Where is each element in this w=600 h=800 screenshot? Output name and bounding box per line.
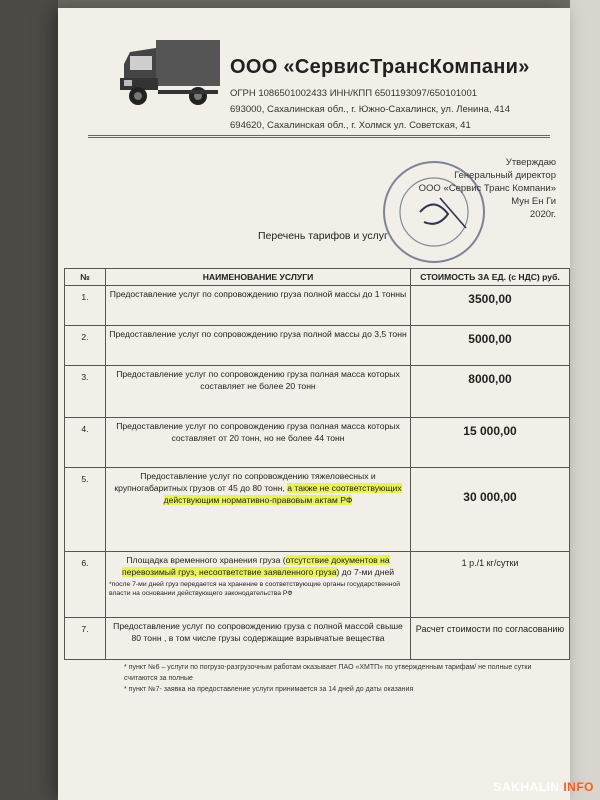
row-number: 4.: [65, 418, 106, 468]
row-service: Предоставление услуг по сопровождению груза полной массы до 3,5 тонн: [106, 326, 411, 366]
table-row: [65, 618, 570, 660]
row-service: Предоставление услуг по сопровождению груза с полной массой свыше 80 тонн , в том числе грузы содержащие взрывчатые вещества: [106, 618, 411, 660]
list-title: Перечень тарифов и услуг: [258, 230, 388, 242]
address-line-1: 693000, Сахалинская обл., г. Южно-Сахалинск, ул. Ленина, 414: [230, 104, 510, 115]
truck-logo-icon: [116, 34, 224, 110]
approval-line-3: ООО «Сервис Транс Компани»: [418, 183, 556, 194]
row-service: Предоставление услуг по сопровождению груза полная масса которых составляет от 20 тонн, но не более 44 тонн: [106, 418, 411, 468]
row-number: 7.: [65, 618, 106, 660]
watermark-part-1: SAKHALIN.: [493, 780, 564, 794]
watermark-part-2: INFO: [563, 780, 594, 794]
header-price: СТОИМОСТЬ ЗА ЕД. (с НДС) руб.: [411, 269, 570, 286]
tariffs-table: [64, 268, 570, 660]
highlighted-text: отсутствие документов на перевозимый груз, несоответствие заявленного груза: [121, 555, 390, 577]
footnotes: [124, 662, 554, 695]
row-price: 5000,00: [411, 326, 570, 366]
row-service: [106, 552, 411, 618]
registration-line: ОГРН 1086501002433 ИНН/КПП 6501193097/650101001: [230, 88, 478, 99]
row-number: 6.: [65, 552, 106, 618]
approval-line-5: 2020г.: [529, 209, 556, 220]
row-service: [106, 468, 411, 552]
row-service: Предоставление услуг по сопровождению груза полной массы до 1 тонны: [106, 286, 411, 326]
approval-block: [419, 156, 556, 221]
approval-line-4: Мун Ен Ги: [511, 196, 556, 207]
row-number: 1.: [65, 286, 106, 326]
table-row: [65, 326, 570, 366]
row-price: 3500,00: [411, 286, 570, 326]
header-number: №: [65, 269, 106, 286]
header-divider: [88, 135, 550, 138]
document-sheet: [58, 8, 570, 800]
header-service: НАИМЕНОВАНИЕ УСЛУГИ: [106, 269, 411, 286]
address-line-2: 694620, Сахалинская обл., г. Холмск ул. Советская, 41: [230, 120, 471, 131]
highlighted-text: а также не соответствующих действующим нормативно-правовым актам РФ: [163, 483, 402, 505]
table-row: [65, 552, 570, 618]
table-row: [65, 286, 570, 326]
row-price: 15 000,00: [411, 418, 570, 468]
background-left: [0, 0, 58, 800]
row-number: 3.: [65, 366, 106, 418]
background-right: [570, 0, 600, 800]
row-price: 8000,00: [411, 366, 570, 418]
table-row: [65, 366, 570, 418]
note-1: * пункт №6 – услуги по погрузо-разгрузочным работам оказывает ПАО «ХМТП» по утвержденным тарифам/ не полные сутки считаются за полные: [124, 664, 532, 682]
site-watermark: [493, 780, 594, 794]
row-number: 2.: [65, 326, 106, 366]
row-service: Предоставление услуг по сопровождению груза полная масса которых составляет не более 20 тонн: [106, 366, 411, 418]
row-price: 1 р./1 кг/сутки: [411, 552, 570, 618]
table-header-row: [65, 269, 570, 286]
row-footnote: *после 7-ми дней груз передается на хранение в соответствующие органы государственной власти на основании действующего законодательства РФ: [109, 581, 401, 597]
row-number: 5.: [65, 468, 106, 552]
table-row: [65, 418, 570, 468]
company-name: ООО «СервисТрансКомпани»: [230, 56, 530, 78]
row-price: Расчет стоимости по согласованию: [411, 618, 570, 660]
approval-line-2: Генеральный директор: [454, 170, 556, 181]
approval-line-1: Утверждаю: [505, 157, 556, 168]
row-price: 30 000,00: [411, 468, 570, 552]
note-2: * пункт №7- заявка на предоставление услуги принимается за 14 дней до даты оказания: [124, 686, 414, 693]
table-row: [65, 468, 570, 552]
row-service-tail: ) до 7-ми дней: [336, 567, 395, 577]
row-service-text: Предоставление услуг по сопровождению тяжеловесных и крупногабаритных грузов от 45 до 80 тонн,: [114, 471, 376, 493]
row-service-text: Площадка временного хранения груза (: [126, 555, 286, 565]
